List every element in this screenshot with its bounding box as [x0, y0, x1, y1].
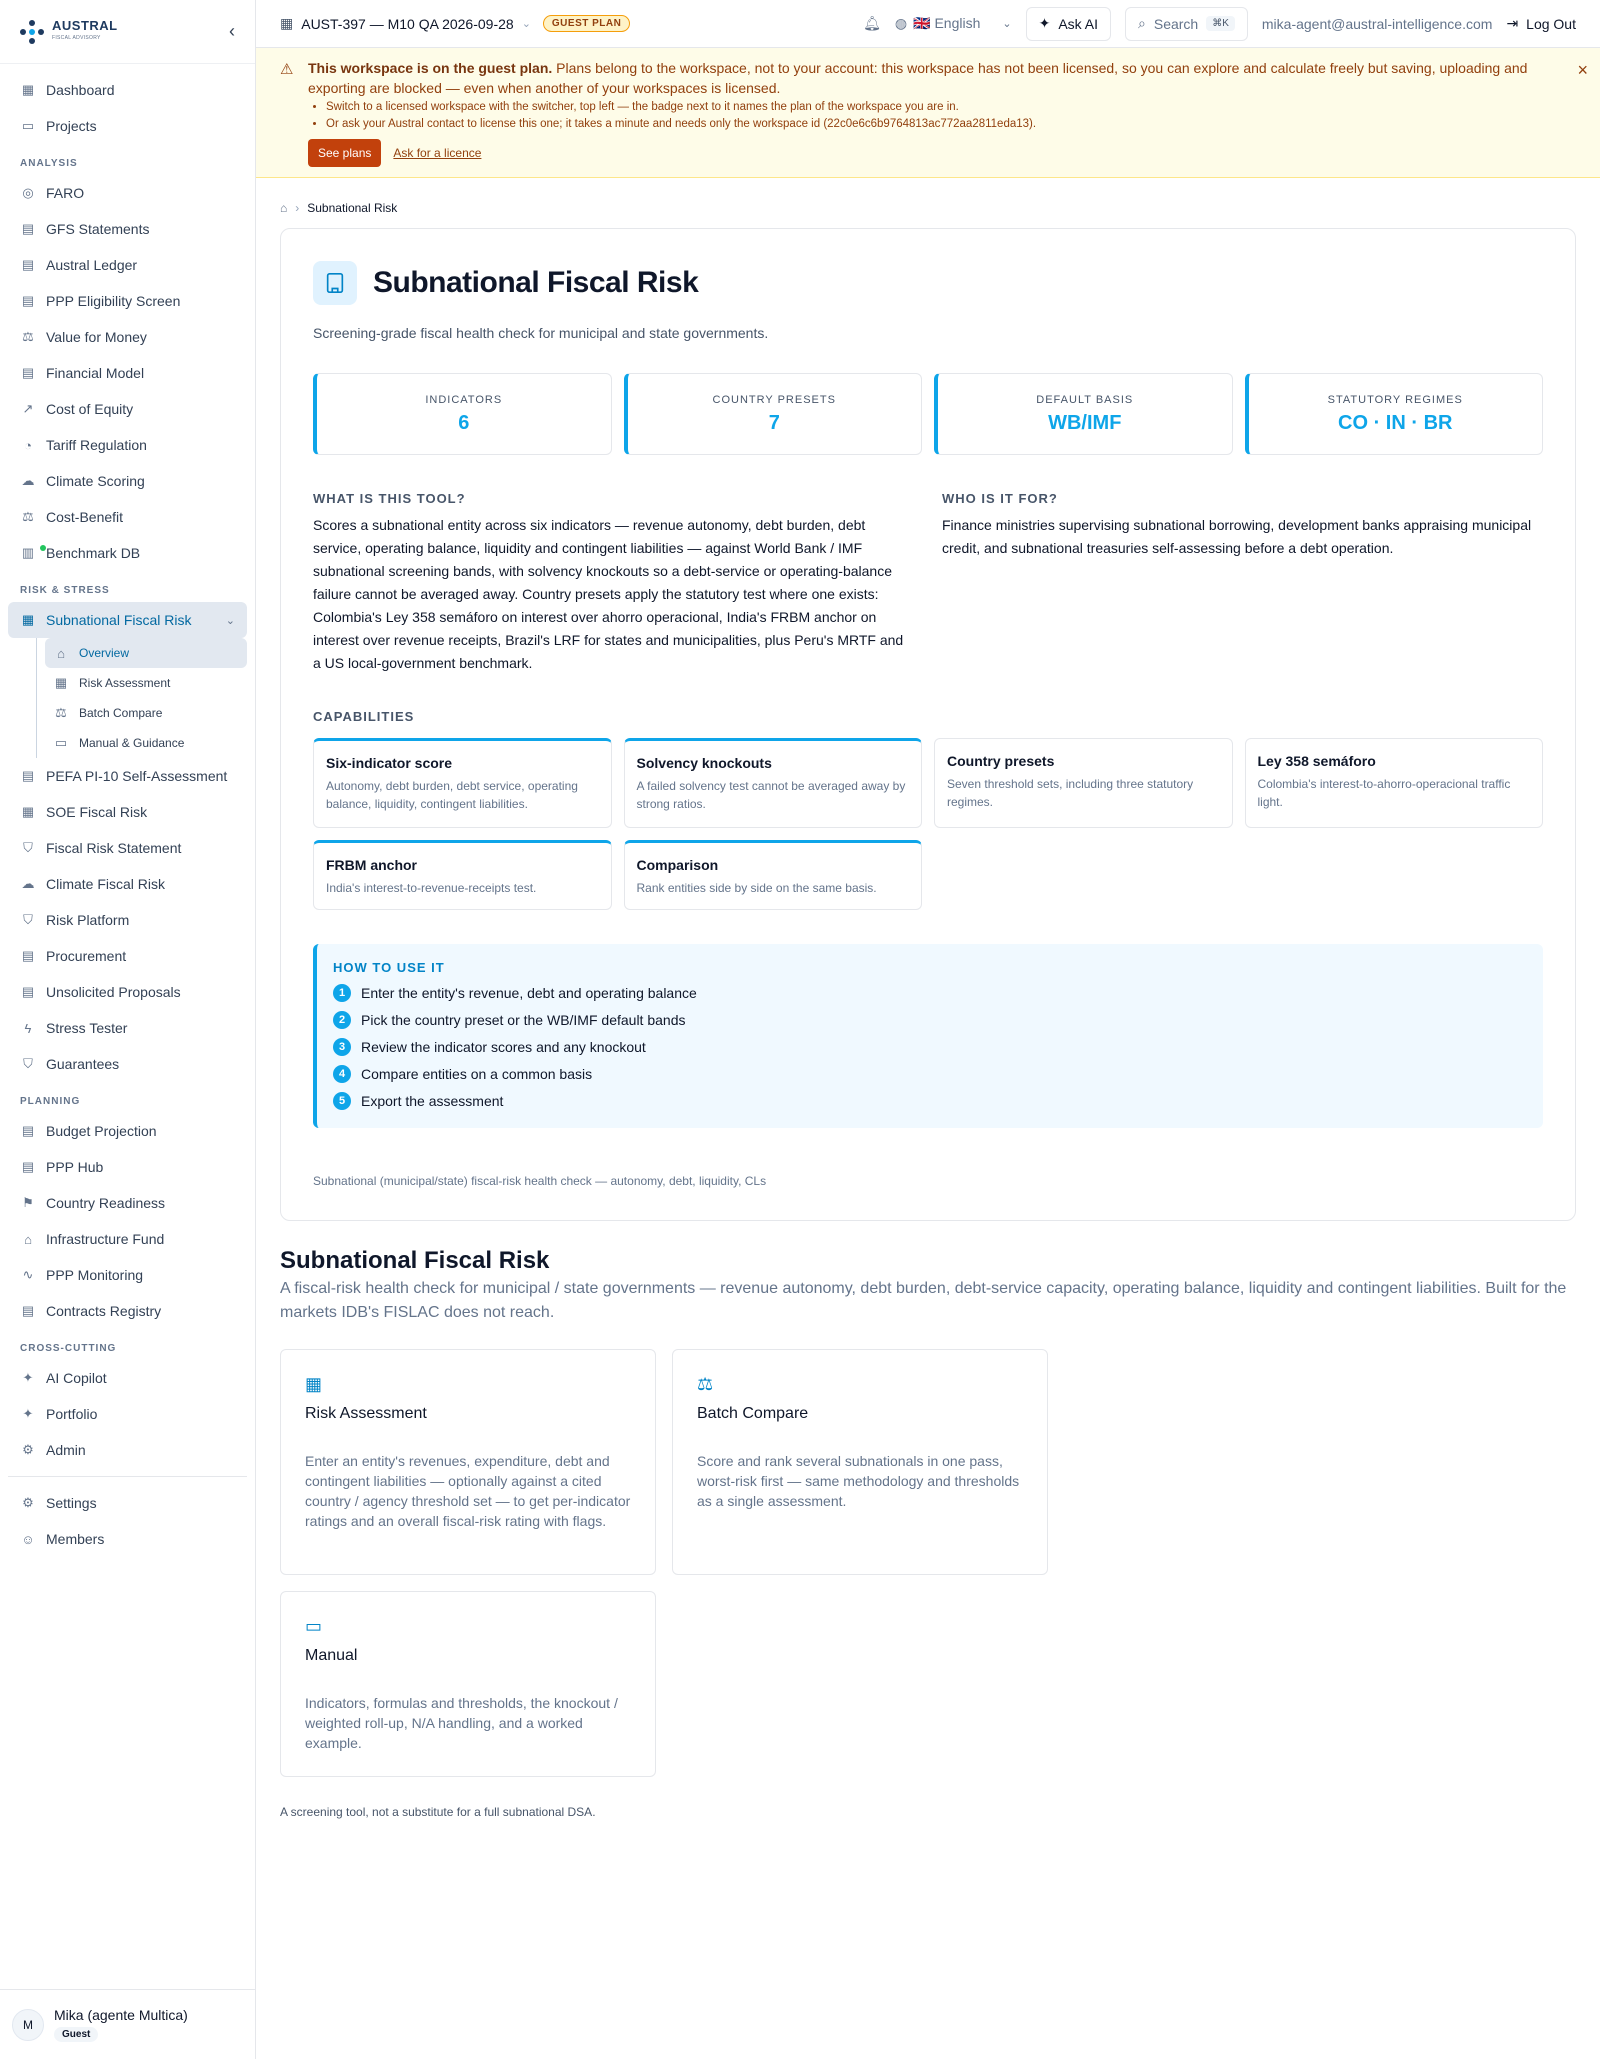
sidebar-item-faro[interactable]: ◎ FARO [8, 175, 247, 211]
sidebar-item-ppp-hub[interactable]: ▤ PPP Hub [21, 1159, 104, 1175]
building-icon [313, 261, 357, 305]
dashboard-icon: ▦ [21, 82, 35, 97]
globe-icon: ◍ [894, 15, 908, 31]
who-paragraph: Finance ministries supervising subnational borrowing, development banks appraising municipal credit, and subnational treasuries self-assessing before a debt operation. [942, 517, 1532, 556]
sidebar-item-ppp-monitoring[interactable]: ∿ PPP Monitoring [8, 1257, 247, 1293]
stat-card: DEFAULT BASIS WB/IMF [934, 373, 1233, 455]
sidebar-item-projects[interactable]: ▭ Projects [21, 118, 97, 134]
subnav-item-overview[interactable]: ⌂ Overview [45, 638, 247, 668]
banner-text: Plans belong to the workspace, not to your account: this workspace has not been licensed, so you can explore and calculate freely but saving, uploading and exporting are blocked — even when another of your workspaces is licensed. [308, 60, 1528, 96]
sidebar-item-ai-copilot[interactable]: ✦ AI Copilot [8, 1360, 247, 1396]
chevron-right-icon: › [295, 201, 300, 215]
search-button[interactable]: ⌕ Search ⌘K [1125, 7, 1248, 41]
sidebar-item-budget-projection[interactable]: ▤ Budget Projection [21, 1123, 157, 1139]
landmark-icon: ⌂ [24, 1231, 32, 1247]
ask-licence-link[interactable]: Ask for a licence [393, 146, 482, 160]
sidebar-item-ppp-eligibility[interactable]: ▤ PPP Eligibility Screen [21, 293, 181, 309]
how-to-use-panel [313, 944, 1543, 1128]
workspace-name: AUST-397 — M10 QA 2026-09-28 [301, 15, 514, 32]
gear-icon: ⚙ [22, 1495, 34, 1510]
capability-card: Comparison Rank entities side by side on the same basis. [624, 840, 923, 910]
book-open-icon: ▭ [54, 735, 68, 750]
file-icon: ▤ [21, 984, 35, 999]
tile-manual[interactable]: ▭ Manual Indicators, formulas and thresholds, the knockout / weighted roll-up, N/A handling, and a worked example. [280, 1591, 656, 1777]
sidebar-item-cost-benefit[interactable]: ⚖ Cost-Benefit [8, 499, 247, 535]
flag-icon: ⚑ [22, 1195, 34, 1210]
chevron-down-icon: ⌄ [521, 18, 531, 30]
guest-plan-banner [256, 48, 1600, 178]
step-item: 3 Review the indicator scores and any knockout [333, 1038, 1527, 1056]
capability-card: Solvency knockouts A failed solvency test cannot be averaged away by strong ratios. [624, 738, 923, 828]
scale-icon: ⚖ [22, 509, 34, 524]
main-content [280, 200, 1576, 1819]
sidebar-item-contracts[interactable]: ▤ Contracts Registry [21, 1303, 162, 1319]
chevron-down-icon: ⌄ [225, 614, 235, 627]
clipboard-icon: ▤ [21, 768, 35, 783]
plan-badge: GUEST PLAN [543, 15, 630, 32]
user-email: mika-agent@austral-intelligence.com [1261, 15, 1493, 32]
cloud-icon: ☁ [21, 876, 35, 891]
sidebar-item-gfs[interactable]: ▤ GFS Statements [21, 221, 150, 237]
subnav [36, 638, 247, 758]
calculator-icon: ▤ [21, 1123, 35, 1138]
trend-icon: ↗ [22, 401, 34, 416]
building-icon: ▦ [280, 15, 294, 31]
austral-logo-icon[interactable] [20, 20, 44, 44]
building-icon: ▦ [21, 612, 35, 627]
step-item: 1 Enter the entity's revenue, debt and operating balance [333, 984, 1527, 1002]
sidebar-item-vfm[interactable]: ⚖ Value for Money [8, 319, 247, 355]
stat-card: STATUTORY REGIMES CO · IN · BR [1245, 373, 1544, 455]
logo-row [0, 0, 255, 64]
scale-icon: ⚖ [697, 1374, 714, 1394]
tile-batch-compare[interactable]: ⚖ Batch Compare Score and rank several subnationals in one pass, worst-risk first — same methodology and thresholds as a single assessment. [672, 1349, 1048, 1575]
sidebar-item-cost-of-equity[interactable]: ↗ Cost of Equity [8, 391, 247, 427]
language-selector[interactable]: ◍ 🇬🇧 English ⌄ [894, 15, 1012, 31]
sidebar-item-subnational-fiscal-risk[interactable]: ▦ Subnational Fiscal Risk ⌄ [8, 602, 247, 638]
breadcrumb [280, 200, 1576, 216]
sidebar-item-unsolicited[interactable]: ▤ Unsolicited Proposals [21, 984, 181, 1000]
nav-section-analysis: ANALYSIS [20, 158, 78, 169]
warning-icon: ⚠ [280, 61, 294, 78]
bar-chart-icon: ▥ [21, 545, 35, 560]
sidebar-item-country-readiness[interactable]: ⚑ Country Readiness [8, 1185, 247, 1221]
cloud-icon: ☁ [21, 473, 35, 488]
step-item: 4 Compare entities on a common basis [333, 1065, 1527, 1083]
tile-risk-assessment[interactable]: ▦ Risk Assessment Enter an entity's revenues, expenditure, debt and contingent liabilities — optionally against a cited country / agency threshold set — to get per-indicator ratings and an overall fiscal-risk rating with flags. [280, 1349, 656, 1575]
sidebar-item-tariff[interactable]: ◔ Tariff Regulation [8, 427, 247, 463]
shield-icon: ⛉ [23, 840, 33, 855]
file-icon: ▤ [21, 221, 35, 236]
stat-card: INDICATORS 6 [313, 373, 612, 455]
building-icon: ▦ [21, 804, 35, 819]
nav-section-risk: RISK & STRESS [20, 585, 110, 596]
status-dot [40, 545, 46, 551]
user-role-badge: Guest [54, 2027, 98, 2042]
what-section [313, 491, 914, 675]
section-subtitle: A fiscal-risk health check for municipal / state governments — revenue autonomy, debt burden, debt-service capacity, operating balance, liquidity and contingent liabilities. Built for the markets IDB's FISLAC does not reach. [280, 1280, 1567, 1321]
module-tiles [280, 1349, 1576, 1777]
page-subtitle: Screening-grade fiscal health check for municipal and state governments. [313, 325, 769, 341]
who-section [942, 491, 1543, 675]
nav-section-planning: PLANNING [20, 1096, 81, 1107]
subnav-item-manual[interactable]: ▭ Manual & Guidance [54, 735, 185, 750]
file-text-icon: ▤ [21, 1303, 35, 1318]
scale-icon: ⚖ [55, 705, 67, 720]
user-name: Mika (agente Multica) [54, 2007, 188, 2023]
user-profile[interactable] [0, 1989, 256, 2059]
sparkles-icon: ✦ [22, 1370, 34, 1385]
sidebar-item-financial-model[interactable]: ▤ Financial Model [21, 365, 145, 381]
banner-strong: This workspace is on the guest plan. [308, 60, 553, 76]
sidebar-item-frs[interactable]: ⛉ Fiscal Risk Statement [8, 830, 247, 866]
chevron-down-icon: ⌄ [1002, 18, 1012, 30]
sidebar-item-stress-tester[interactable]: ϟ Stress Tester [8, 1010, 247, 1046]
close-icon[interactable]: × [1577, 60, 1588, 80]
capability-card: Country presets Seven threshold sets, including three statutory regimes. [934, 738, 1233, 828]
sidebar [0, 0, 256, 2059]
book-open-icon: ▭ [305, 1616, 323, 1636]
sidebar-item-portfolio[interactable]: ✦ Portfolio [8, 1396, 247, 1432]
nav-section-cross: CROSS-CUTTING [20, 1343, 117, 1354]
banner-bullet: • Switch to a licensed workspace with the switcher, top left — the badge next to it names the plan of the workspace you are in. [326, 99, 1536, 116]
sidebar-item-infra-fund[interactable]: ⌂ Infrastructure Fund [8, 1221, 247, 1257]
compass-icon: ◎ [22, 185, 34, 200]
zap-icon: ϟ [24, 1020, 32, 1036]
step-item: 5 Export the assessment [333, 1092, 1527, 1110]
spreadsheet-icon: ▤ [21, 365, 35, 380]
clipboard-icon: ▤ [21, 293, 35, 308]
activity-icon: ∿ [22, 1267, 34, 1282]
scale-icon: ⚖ [22, 329, 34, 344]
section-heading: WHAT IS THIS TOOL? [313, 491, 466, 506]
sidebar-item-settings[interactable]: ⚙ Settings [8, 1485, 247, 1521]
sidebar-item-dashboard[interactable]: ▦ Dashboard [21, 82, 115, 98]
book-icon: ▤ [21, 257, 35, 272]
building-icon: ▦ [54, 675, 68, 690]
gear-icon: ⚙ [22, 1442, 34, 1457]
topbar-right [863, 7, 1576, 41]
section-heading: CAPABILITIES [313, 709, 415, 724]
home-icon: ⌂ [57, 645, 65, 661]
workspace-switcher[interactable] [280, 15, 531, 32]
banner-bullet: • Or ask your Austral contact to license this one; it takes a minute and needs only the workspace id (22c0e6c6b9764813ac772aa2811eda13). [326, 116, 1536, 133]
bell-icon[interactable]: 🔔︎ [863, 15, 881, 31]
file-icon: ▤ [21, 1159, 35, 1174]
section-heading: WHO IS IT FOR? [942, 491, 1058, 506]
subnav-item-batch-compare[interactable]: ⚖ Batch Compare [45, 698, 247, 728]
sidebar-item-guarantees[interactable]: ⛉ Guarantees [8, 1046, 247, 1082]
building-icon: ▦ [305, 1374, 323, 1394]
sidebar-item-climate-scoring[interactable]: ☁ Climate Scoring [21, 473, 145, 489]
see-plans-button[interactable]: See plans [308, 139, 381, 167]
subnav-item-risk-assessment[interactable]: ▦ Risk Assessment [54, 675, 171, 690]
sidebar-item-members[interactable]: ☺ Members [21, 1531, 105, 1547]
sidebar-item-procurement[interactable]: ▤ Procurement [21, 948, 127, 964]
breadcrumb-current: Subnational Risk [307, 201, 398, 215]
avatar: M [12, 2009, 44, 2041]
search-shortcut: ⌘K [1206, 16, 1235, 31]
users-icon: ☺ [21, 1531, 35, 1547]
capability-card: FRBM anchor India's interest-to-revenue-receipts test. [313, 840, 612, 910]
sidebar-item-soe[interactable]: ▦ SOE Fiscal Risk [21, 804, 148, 820]
sidebar-item-pefa[interactable]: ▤ PEFA PI-10 Self-Assessment [21, 768, 228, 784]
card-footnote: Subnational (municipal/state) fiscal-risk health check — autonomy, debt, liquidity, CLs [313, 1174, 767, 1188]
what-paragraph: Scores a subnational entity across six indicators — revenue autonomy, debt burden, debt service, operating balance, liquidity and contingent liabilities — against World Bank / IMF subnational screening bands, with solvency knockouts so a debt-service or operating-balance failure cannot be averaged away. Country presets apply the statutory test where one exists: Colombia's Ley 358 semáforo on interest over ahorro operacional, India's FRBM anchor on interest over revenue receipts, Brazil's LRF for states and municipalities, plus Peru's MRTF and a US local-government benchmark. [313, 517, 904, 671]
clipboard-check-icon: ▤ [21, 948, 35, 963]
stats-row [313, 373, 1543, 455]
sparkles-icon: ✦ [22, 1406, 34, 1421]
ask-ai-button[interactable]: ✦ Ask AI [1026, 7, 1111, 41]
sidebar-item-climate-fiscal[interactable]: ☁ Climate Fiscal Risk [21, 876, 166, 892]
stat-card: COUNTRY PRESETS 7 [624, 373, 923, 455]
logo-text: AUSTRAL FISCAL ADVISORY [52, 17, 118, 41]
sparkles-icon: ✦ [1038, 15, 1051, 31]
sidebar-item-admin[interactable]: ⚙ Admin [8, 1432, 247, 1468]
divider [8, 1476, 247, 1477]
banner-body [308, 58, 1536, 167]
shield-icon: ⛉ [23, 1056, 33, 1071]
folder-icon: ▭ [21, 118, 35, 133]
sidebar-item-benchmark-db[interactable]: ▥ Benchmark DB [21, 545, 141, 561]
section-title: Subnational Fiscal Risk [280, 1247, 550, 1274]
home-icon[interactable]: ⌂ [280, 201, 288, 215]
logout-icon: ⇥ [1506, 15, 1519, 31]
overview-card [280, 228, 1576, 1221]
page-title: Subnational Fiscal Risk [373, 266, 699, 299]
capabilities-grid [313, 738, 1543, 910]
disclaimer: A screening tool, not a substitute for a full subnational DSA. [280, 1805, 596, 1819]
capability-card: Ley 358 semáforo Colombia's interest-to-ahorro-operacional traffic light. [1245, 738, 1544, 828]
collapse-sidebar-button[interactable]: ‹ [229, 21, 235, 41]
sidebar-item-risk-platform[interactable]: ⛉ Risk Platform [8, 902, 247, 938]
sidebar-nav [0, 64, 255, 1565]
gauge-icon: ◔ [24, 437, 32, 453]
shield-alert-icon: ⛉ [23, 912, 33, 927]
capability-card: Six-indicator score Autonomy, debt burden, debt service, operating balance, liquidity, contingent liabilities. [313, 738, 612, 828]
sidebar-item-ledger[interactable]: ▤ Austral Ledger [21, 257, 138, 273]
search-icon: ⌕ [1138, 15, 1146, 31]
step-item: 2 Pick the country preset or the WB/IMF default bands [333, 1011, 1527, 1029]
topbar [256, 0, 1600, 48]
howto-heading: HOW TO USE IT [333, 960, 445, 975]
logout-button[interactable]: ⇥ Log Out [1506, 15, 1576, 32]
